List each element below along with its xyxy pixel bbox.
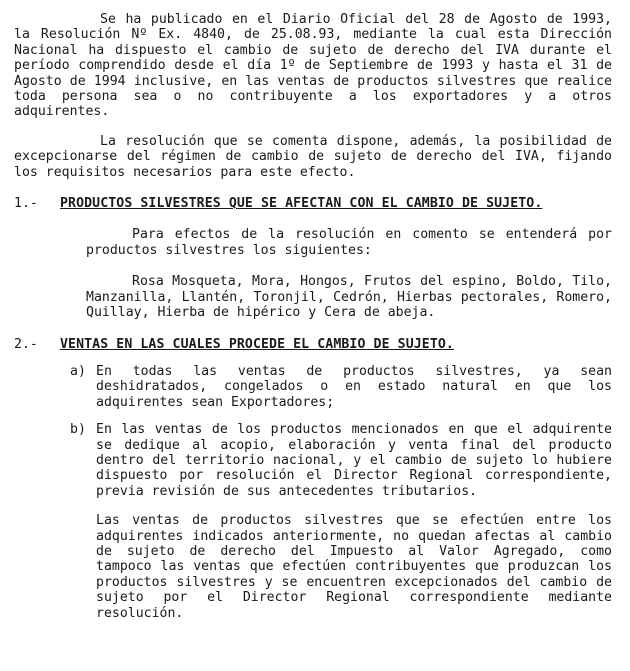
section-1-number: 1.-: [14, 196, 38, 212]
section-1-products-list: Rosa Mosqueta, Mora, Hongos, Frutos del espino, Boldo, Tilo, Manzanilla, Llantén, Toronjil, Cedrón, Hierbas pectorales, Romero, Quillay, Hierba de hipérico y Cera de abeja.: [86, 274, 612, 321]
item-label: a): [70, 363, 86, 379]
intro-paragraph-2: La resolución que se comenta dispone, además, la posibilidad de excepcionarse del régimen de cambio de sujeto de derecho del IVA, fijando los requisitos necesarios para este efecto.: [14, 133, 612, 180]
section-2-number: 2.-: [14, 336, 38, 352]
section-1-paragraph-1: Para efectos de la resolución en comento se entenderá por productos silvestres los siguientes:: [86, 227, 612, 258]
section-1-title: PRODUCTOS SILVESTRES QUE SE AFECTAN CON EL CAMBIO DE SUJETO.: [60, 196, 543, 212]
section-2-item-a: [70, 364, 612, 410]
section-1-heading: [14, 196, 612, 211]
section-2-heading: [14, 337, 612, 352]
item-label: b): [70, 422, 86, 438]
item-text: En las ventas de los productos mencionados en que el adquirente se dedique al acopio, elaboración y venta final del producto dentro del territorio nacional, y el cambio de sujeto lo hubiere dispuesto por resolución el Director Regional correspondiente, previa revisión de sus antecedentes tributarios.: [96, 422, 612, 499]
section-2-closing-paragraph: Las ventas de productos silvestres que se efectúen entre los adquirentes indicados anteriormente, no quedan afectas al cambio de sujeto de derecho del Impuesto al Valor Agregado, como tampoco las ventas que efectúen contribuyentes que produzcan los productos silvestres y se encuentren excepcionados del cambio de sujeto por el Director Regional correspondiente mediante resolución.: [96, 513, 612, 621]
document-page: [14, 12, 612, 621]
section-2-title: VENTAS EN LAS CUALES PROCEDE EL CAMBIO DE SUJETO.: [60, 336, 454, 352]
item-text: En todas las ventas de productos silvestres, ya sean deshidratados, congelados o en estado natural en que los adquirentes sean Exportadores;: [96, 363, 612, 410]
section-2-item-b: [70, 422, 612, 499]
intro-paragraph-1: Se ha publicado en el Diario Oficial del 28 de Agosto de 1993, la Resolución Nº Ex. 4840, de 25.08.93, mediante la cual esta Dirección Nacional ha dispuesto el cambio de sujeto de derecho del IVA durante el período comprendido desde el día 1º de Septiembre de 1993 y hasta el 31 de Agosto de 1994 inclusive, en las ventas de productos silvestres que realice toda persona sea o no contribuyente a los exportadores y a otros adquirentes.: [14, 12, 612, 120]
section-1-body: [86, 227, 612, 320]
